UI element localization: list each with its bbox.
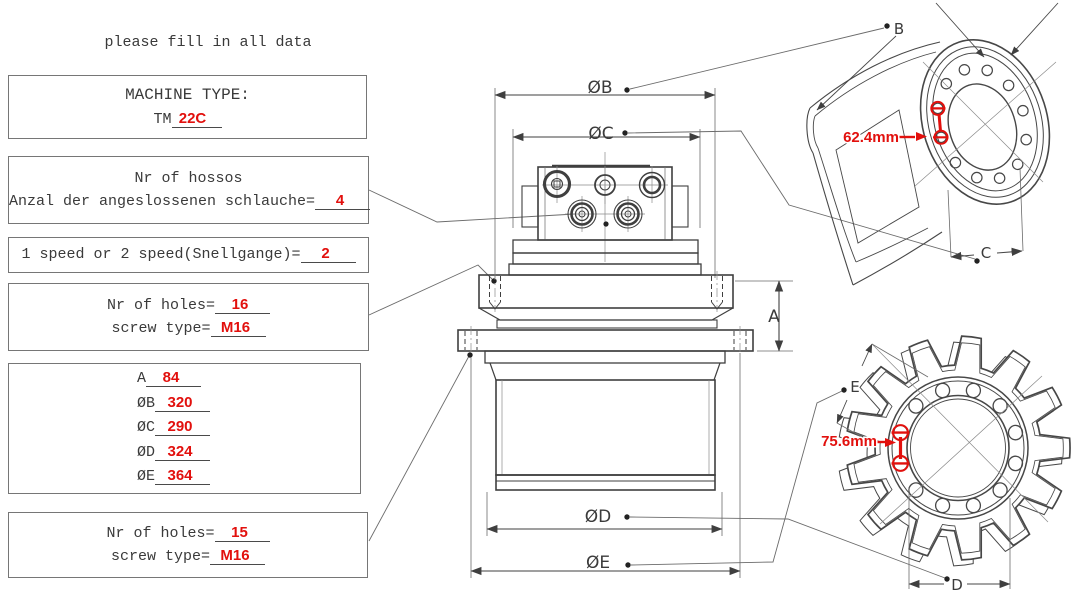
- sprocket-label-e: E: [850, 378, 860, 396]
- dim-phi-c-label: ØC: [588, 124, 614, 144]
- sprocket-pitch-measure: 75.6mm: [821, 433, 877, 450]
- machine-type-prefix: TM: [153, 110, 172, 128]
- dim-b-label: ØB: [137, 394, 156, 412]
- hoses-panel: [8, 156, 369, 224]
- upper-flange-screw-label: screw type=: [111, 320, 211, 337]
- upper-flange-screw-row: [9, 317, 368, 340]
- lower-flange-holes-label: Nr of holes=: [106, 524, 215, 542]
- lower-flange-holes-row: [9, 522, 367, 545]
- dim-row-d: [9, 441, 360, 466]
- hoses-value-field[interactable]: 4: [315, 192, 370, 210]
- upper-flange-holes-row: [9, 294, 368, 317]
- upper-flange-panel: [8, 283, 369, 351]
- dim-c-field[interactable]: 290: [155, 418, 210, 436]
- dim-row-e: [9, 465, 360, 490]
- dim-phi-d-label: ØD: [584, 507, 612, 527]
- machine-type-value-field[interactable]: 22C: [172, 110, 222, 128]
- dim-a-label-drawing: A: [768, 307, 780, 327]
- machine-type-row: [9, 108, 366, 131]
- hub-pitch-measure: 62.4mm: [843, 129, 899, 146]
- dim-d-label: ØD: [137, 443, 156, 461]
- lower-flange-holes-field[interactable]: 15: [215, 524, 270, 542]
- dim-a-label: A: [137, 370, 147, 388]
- motor-drum-body: [485, 351, 725, 490]
- fill-in-note: please fill in all data: [104, 34, 312, 51]
- sprocket-front-face: [847, 336, 1070, 560]
- speed-label: 1 speed or 2 speed(Snellgange)=: [21, 246, 301, 264]
- dim-a-field[interactable]: 84: [146, 369, 201, 387]
- speed-value-field[interactable]: 2: [301, 245, 356, 263]
- upper-flange-holes-field[interactable]: 16: [215, 296, 270, 314]
- lower-flange-leader-dot: [467, 352, 472, 357]
- hoses-title: Nr of hossos: [134, 169, 243, 187]
- speed-panel: [8, 237, 369, 273]
- upper-flange-screw-field[interactable]: M16: [211, 319, 266, 337]
- dim-e-label: ØE: [137, 468, 156, 486]
- lower-flange-screw-label: screw type=: [110, 548, 211, 565]
- hub-bolt-circle: [900, 23, 1070, 221]
- dim-row-c: [9, 416, 360, 441]
- machine-type-title: MACHINE TYPE:: [125, 85, 250, 104]
- lower-flange-panel: [8, 512, 368, 578]
- panel-leader-lines: [369, 190, 575, 541]
- valve-block: [522, 152, 688, 262]
- upper-flange-holes-label: Nr of holes=: [106, 296, 216, 314]
- dim-phi-b-label: ØB: [587, 78, 613, 98]
- upper-flange: [479, 271, 733, 328]
- hub-label-c: C: [980, 244, 992, 262]
- lower-flange-screw-field[interactable]: M16: [210, 547, 265, 565]
- dimensions-panel: [8, 363, 361, 494]
- machine-type-panel: [8, 75, 367, 139]
- upper-flange-leader-dot: [491, 278, 496, 283]
- dim-d-field[interactable]: 324: [155, 443, 210, 461]
- dim-row-b: [9, 392, 360, 417]
- sprocket-label-d: D: [951, 576, 963, 594]
- hoses-row: [9, 190, 368, 213]
- dim-b-field[interactable]: 320: [155, 394, 210, 412]
- hoses-label: Anzal der angeslossenen schlauche=: [9, 193, 316, 210]
- dim-phi-e: [471, 353, 842, 578]
- hub-detail-drawing: [807, 3, 1070, 285]
- hub-label-b: B: [893, 20, 905, 38]
- speed-row: [9, 243, 368, 266]
- dim-row-a: [9, 367, 360, 392]
- drain-port-dot: [603, 221, 608, 226]
- sprocket-detail-drawing: [821, 336, 1070, 594]
- dim-e-field[interactable]: 364: [155, 467, 210, 485]
- track-frame-arm: [807, 42, 942, 285]
- dim-c-label: ØC: [137, 419, 156, 437]
- lower-flange-screw-row: [9, 545, 367, 568]
- dim-phi-e-label: ØE: [585, 553, 611, 573]
- dim-a: [735, 281, 793, 351]
